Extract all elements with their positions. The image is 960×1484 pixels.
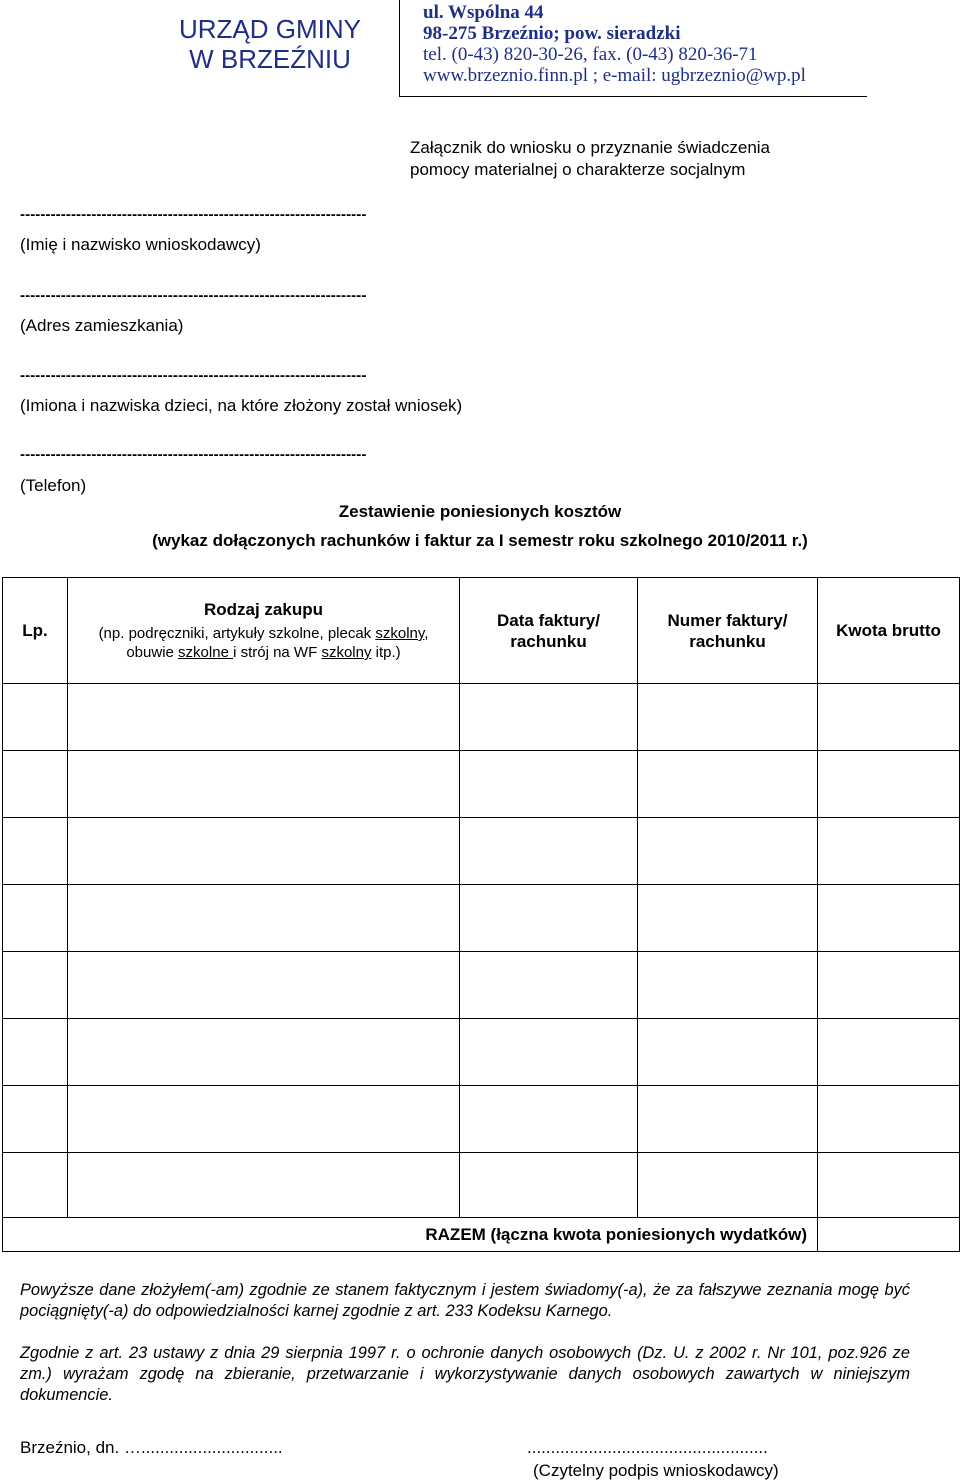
summary-subtitle: (wykaz dołączonych rachunków i faktur za I semestr roku szkolnego 2010/2011 r.) (152, 531, 808, 550)
table-total-row (3, 1218, 960, 1252)
costs-table (2, 577, 960, 1252)
address-phone: tel. (0-43) 820-30-26, fax. (0-43) 820-36-71 (423, 44, 758, 65)
header-divider-vertical (399, 0, 400, 96)
signature-label: (Czytelny podpis wnioskodawcy) (533, 1461, 779, 1480)
consent-text: Zgodnie z art. 23 ustawy z dnia 29 sierpnia 1997 r. o ochronie danych osobowych (Dz. U. z 2002 r. Nr 101, poz.926 ze zm.) wyrażam zgodę na zbieranie, przetwarzanie i wykorzystywanie danych osobowych zawartych w niniejszym dokumencie. (20, 1344, 910, 1404)
office-address (423, 2, 806, 86)
table-row[interactable] (3, 1086, 960, 1153)
office-name-line2: W BRZEŹNIU (189, 44, 351, 74)
header-purchase-type (68, 578, 460, 684)
header-invoice-number: Numer faktury/ rachunku (638, 578, 818, 684)
total-label: RAZEM (łączna kwota poniesionych wydatków) (3, 1218, 818, 1252)
annex-line2: pomocy materialnej o charakterze socjalnym (410, 160, 746, 179)
address-fill-line[interactable]: -------------------------------------------------------------------- (20, 287, 367, 304)
office-name-line1: URZĄD GMINY (179, 14, 361, 44)
header-gross-amount: Kwota brutto (818, 578, 960, 684)
table-row[interactable] (3, 1019, 960, 1086)
address-web: www.brzeznio.finn.pl ; e-mail: ugbrzeznio@wp.pl (423, 65, 806, 86)
address-label: (Adres zamieszkania) (20, 316, 184, 335)
address-city: 98-275 Brzeźnio; pow. sieradzki (423, 23, 681, 44)
table-header-row (3, 578, 960, 684)
annex-note (410, 137, 770, 181)
address-street: ul. Wspólna 44 (423, 2, 544, 23)
summary-title: Zestawienie poniesionych kosztów (338, 502, 622, 521)
table-row[interactable] (3, 952, 960, 1019)
children-fill-line[interactable]: -------------------------------------------------------------------- (20, 367, 367, 384)
header-invoice-date: Data faktury/ rachunku (460, 578, 638, 684)
table-row[interactable] (3, 1153, 960, 1218)
header-lp: Lp. (3, 578, 68, 684)
phone-fill-line[interactable]: -------------------------------------------------------------------- (20, 446, 367, 463)
name-fill-line[interactable]: -------------------------------------------------------------------- (20, 206, 367, 223)
office-name (150, 14, 390, 74)
phone-label: (Telefon) (20, 476, 87, 495)
table-row[interactable] (3, 885, 960, 952)
table-row[interactable] (3, 684, 960, 751)
name-label: (Imię i nazwisko wnioskodawcy) (20, 235, 261, 254)
declaration-text: Powyższe dane złożyłem(-am) zgodnie ze stanem faktycznym i jestem świadomy(-a), że za fałszywe zeznania mogę być pociągnięty(-a) do odpowiedzialności karnej zgodnie z art. 233 Kodeksu Karnego. (20, 1281, 910, 1320)
table-row[interactable] (3, 751, 960, 818)
purchase-type-title: Rodzaj zakupu (203, 600, 323, 619)
annex-line1: Załącznik do wniosku o przyznanie świadczenia (410, 138, 771, 157)
total-amount-cell[interactable] (818, 1218, 960, 1252)
header-divider-horizontal (399, 96, 867, 97)
table-row[interactable] (3, 818, 960, 885)
children-label: (Imiona i nazwiska dzieci, na które złożony został wniosek) (20, 396, 463, 415)
purchase-type-hint: (np. podręczniki, artykuły szkolne, plecak szkolny, obuwie szkolne i strój na WF szkolny itp.) (98, 625, 429, 661)
place-date-line[interactable]: Brzeźnio, dn. ….............................. (20, 1438, 283, 1457)
signature-line[interactable]: ................................................... (527, 1438, 768, 1457)
